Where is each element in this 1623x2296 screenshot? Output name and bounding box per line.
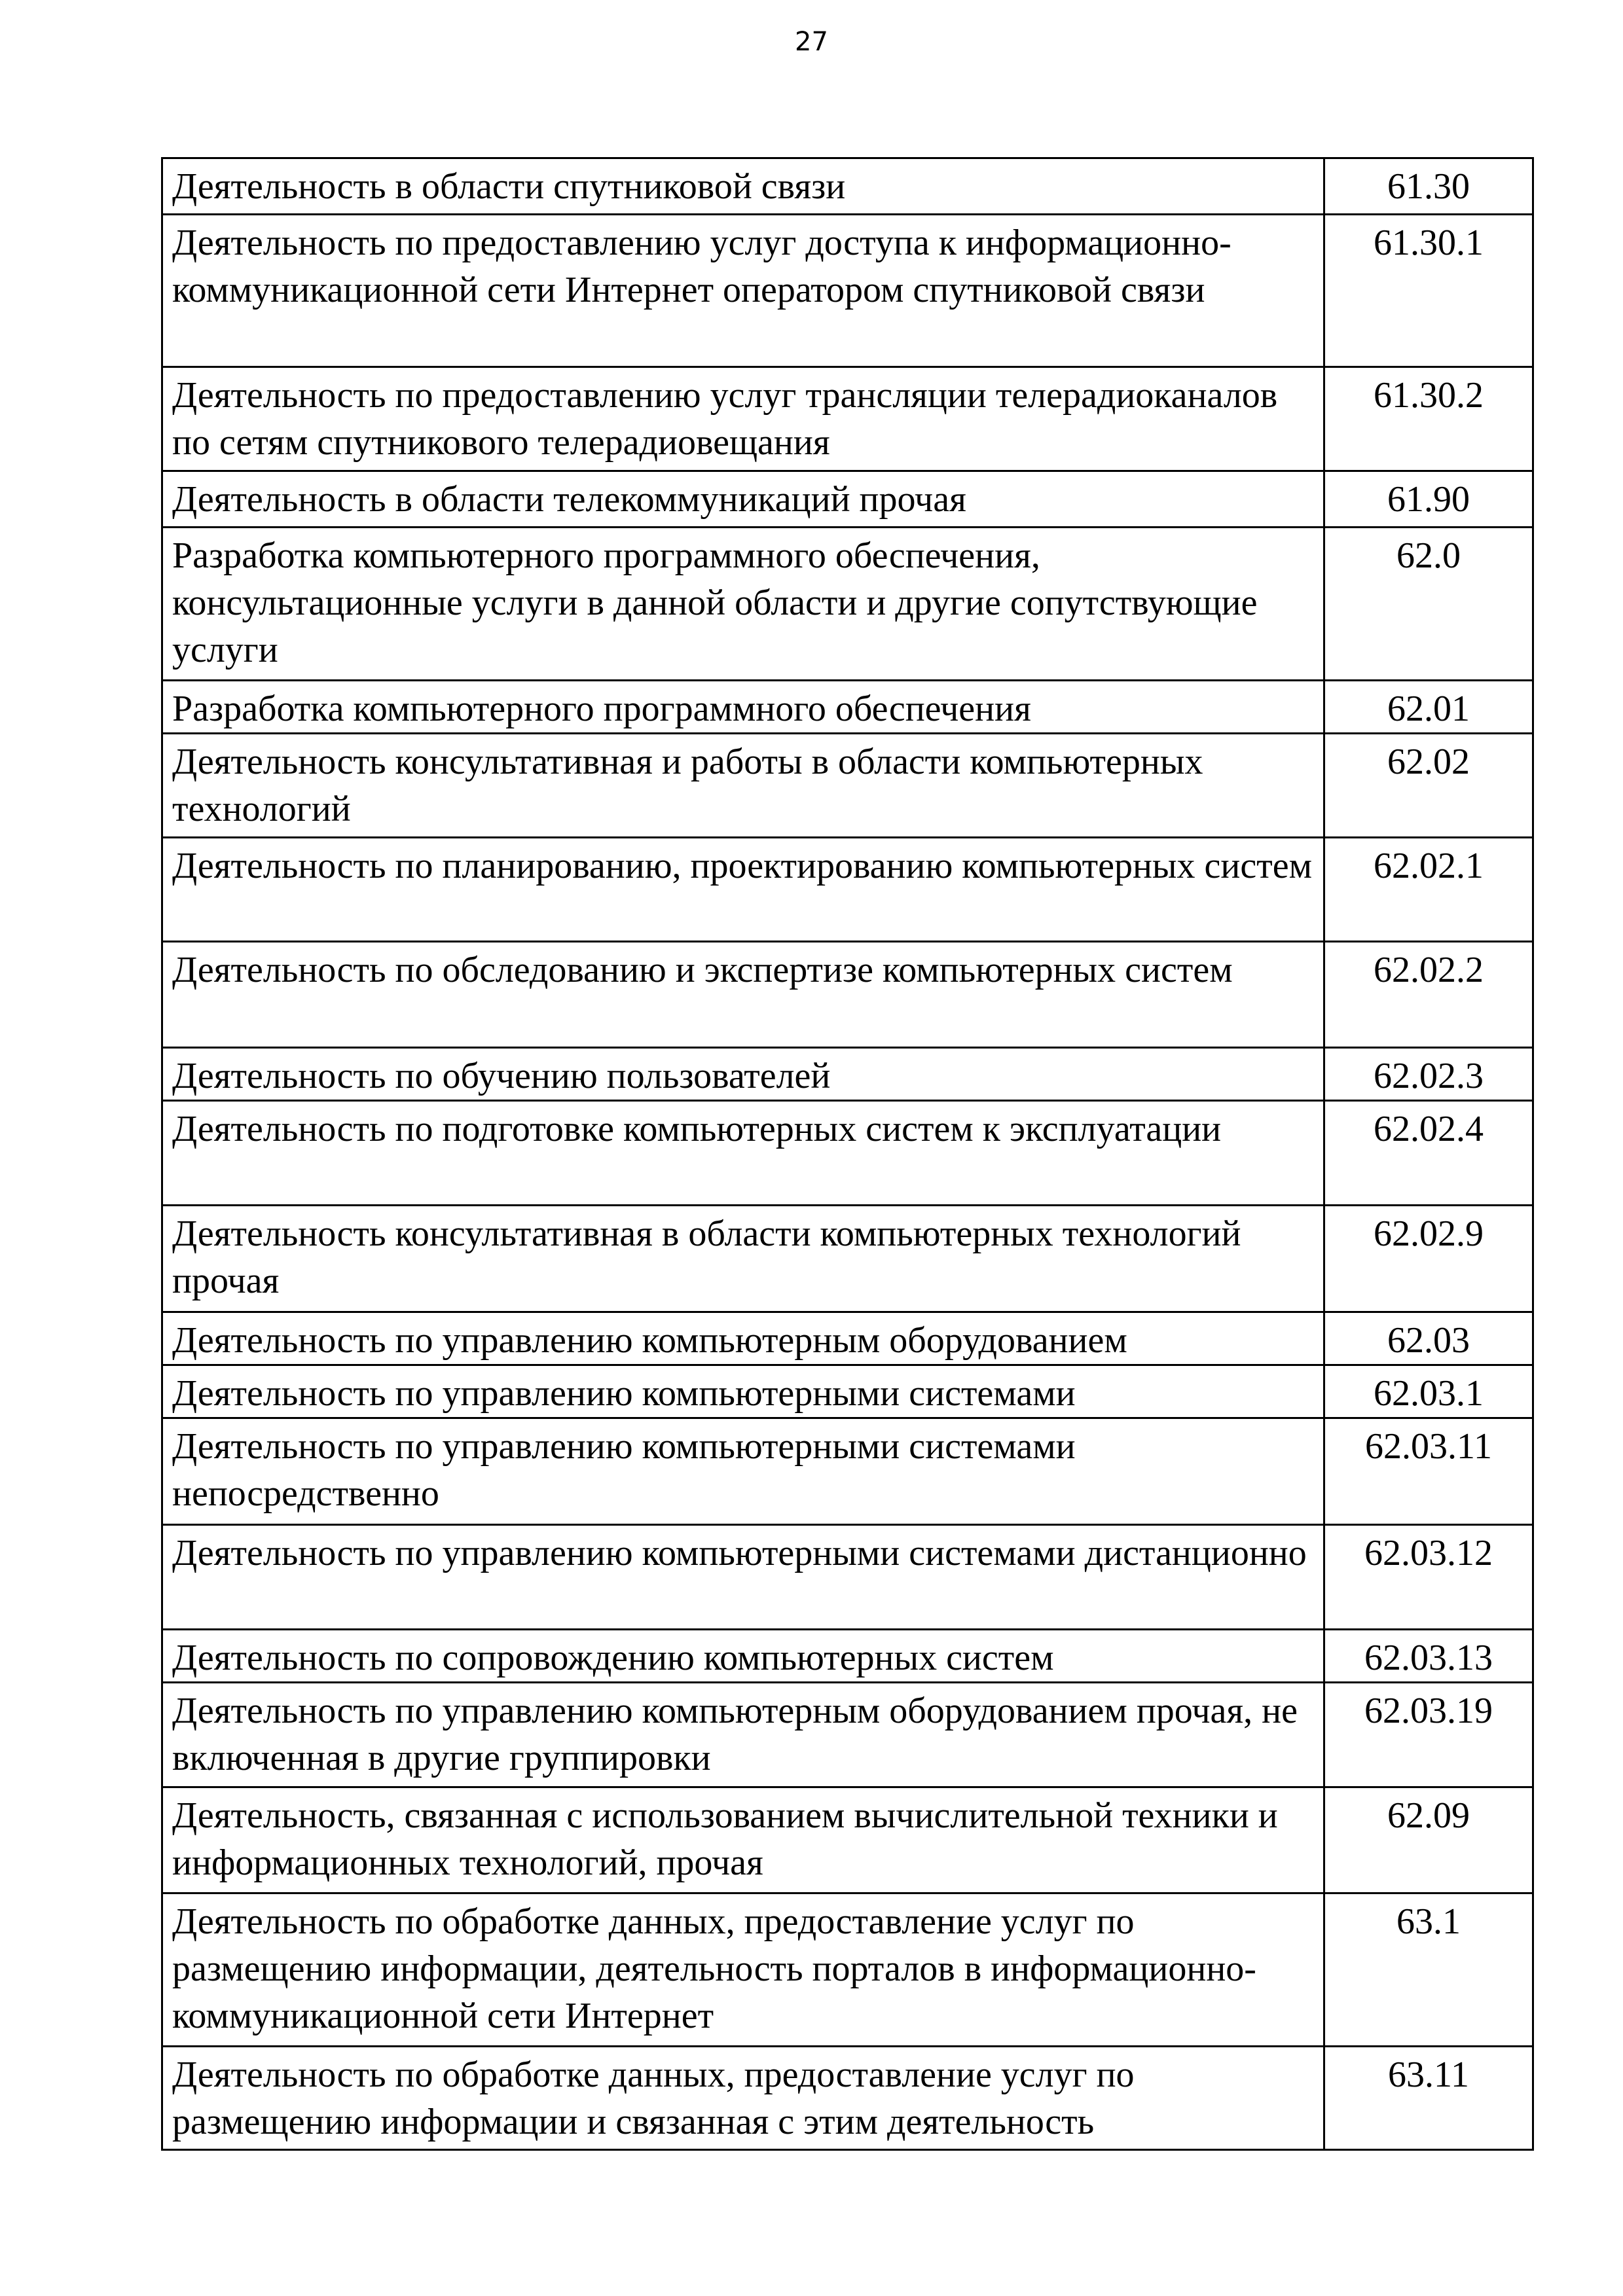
activity-code: 62.03.19	[1324, 1683, 1533, 1787]
activity-code: 62.03.1	[1324, 1365, 1533, 1418]
activity-description: Деятельность по управлению компьютерным оборудованием прочая, не включенная в другие группировки	[162, 1683, 1324, 1787]
activity-code: 62.02	[1324, 734, 1533, 838]
table-row	[162, 942, 1533, 1048]
table-row	[162, 1365, 1533, 1418]
activity-description: Деятельность по обработке данных, предоставление услуг по размещению информации, деятельность порталов в информационно-коммуникационной сети Интернет	[162, 1893, 1324, 2047]
activity-code: 62.02.1	[1324, 838, 1533, 942]
activity-code: 63.11	[1324, 2047, 1533, 2150]
activity-description: Разработка компьютерного программного обеспечения	[162, 681, 1324, 734]
activity-description: Деятельность по предоставлению услуг доступа к информационно-коммуникационной сети Интернет оператором спутниковой связи	[162, 215, 1324, 367]
activity-description: Деятельность консультативная в области компьютерных технологий прочая	[162, 1206, 1324, 1312]
table-row	[162, 1418, 1533, 1525]
activity-code: 62.02.4	[1324, 1101, 1533, 1206]
table-row	[162, 1101, 1533, 1206]
activity-description: Деятельность по планированию, проектированию компьютерных систем	[162, 838, 1324, 942]
activity-description: Деятельность по управлению компьютерными системами дистанционно	[162, 1525, 1324, 1630]
table-row	[162, 215, 1533, 367]
activity-description: Деятельность по сопровождению компьютерных систем	[162, 1630, 1324, 1683]
page-number: 27	[795, 27, 828, 57]
activity-code: 62.03	[1324, 1312, 1533, 1365]
activity-code: 61.30.1	[1324, 215, 1533, 367]
activity-description: Деятельность по управлению компьютерным оборудованием	[162, 1312, 1324, 1365]
activity-description: Деятельность, связанная с использованием вычислительной техники и информационных технологий, прочая	[162, 1787, 1324, 1893]
activity-description: Деятельность по управлению компьютерными системами	[162, 1365, 1324, 1418]
activity-code: 61.90	[1324, 471, 1533, 528]
activity-description: Деятельность по управлению компьютерными системами непосредственно	[162, 1418, 1324, 1525]
table-row	[162, 2047, 1533, 2150]
activity-code: 62.01	[1324, 681, 1533, 734]
table-row	[162, 1683, 1533, 1787]
table-row	[162, 528, 1533, 681]
activity-description: Деятельность по обследованию и экспертизе компьютерных систем	[162, 942, 1324, 1048]
activity-code: 63.1	[1324, 1893, 1533, 2047]
activity-description: Деятельность по предоставлению услуг трансляции телерадиоканалов по сетям спутникового телерадиовещания	[162, 367, 1324, 471]
table-row	[162, 1893, 1533, 2047]
table-row	[162, 367, 1533, 471]
activity-code: 62.02.9	[1324, 1206, 1533, 1312]
activity-code: 62.02.2	[1324, 942, 1533, 1048]
activity-description: Деятельность в области спутниковой связи	[162, 158, 1324, 215]
table-row	[162, 1048, 1533, 1101]
table-row	[162, 734, 1533, 838]
okved-table	[161, 157, 1534, 2151]
table-row	[162, 158, 1533, 215]
table-row	[162, 1787, 1533, 1893]
activity-code: 62.03.13	[1324, 1630, 1533, 1683]
activity-code: 61.30.2	[1324, 367, 1533, 471]
activity-description: Деятельность по обучению пользователей	[162, 1048, 1324, 1101]
activity-description: Деятельность в области телекоммуникаций прочая	[162, 471, 1324, 528]
table-row	[162, 838, 1533, 942]
activity-description: Деятельность по обработке данных, предоставление услуг по размещению информации и связанная с этим деятельность	[162, 2047, 1324, 2150]
activity-code: 62.09	[1324, 1787, 1533, 1893]
table-row	[162, 1630, 1533, 1683]
activity-code: 62.03.12	[1324, 1525, 1533, 1630]
activity-description: Деятельность по подготовке компьютерных систем к эксплуатации	[162, 1101, 1324, 1206]
activity-description: Деятельность консультативная и работы в области компьютерных технологий	[162, 734, 1324, 838]
table-row	[162, 471, 1533, 528]
table-row	[162, 1525, 1533, 1630]
table-row	[162, 1312, 1533, 1365]
activity-description: Разработка компьютерного программного обеспечения, консультационные услуги в данной области и другие сопутствующие услуги	[162, 528, 1324, 681]
activity-code: 62.0	[1324, 528, 1533, 681]
table-row	[162, 681, 1533, 734]
activity-code: 62.03.11	[1324, 1418, 1533, 1525]
activity-code: 61.30	[1324, 158, 1533, 215]
activity-code: 62.02.3	[1324, 1048, 1533, 1101]
table-row	[162, 1206, 1533, 1312]
